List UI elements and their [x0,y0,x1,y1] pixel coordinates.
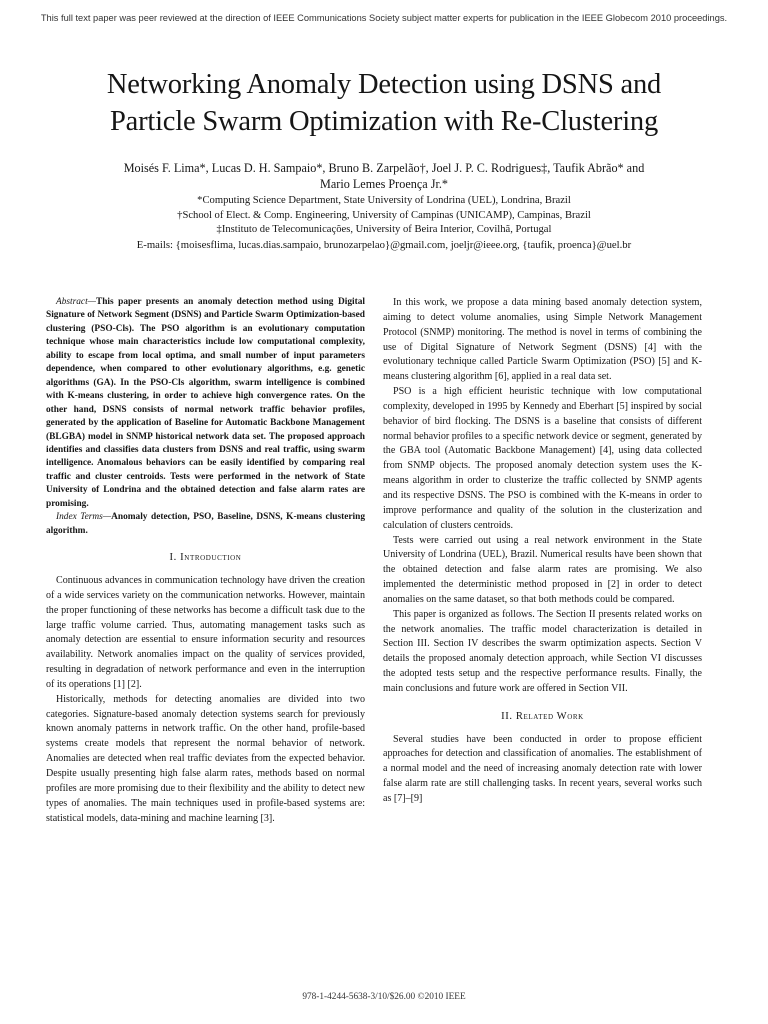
peer-review-note: This full text paper was peer reviewed at the direction of IEEE Communications Society subject matter experts for publication in the IEEE Globecom 2010 proceedings. [40,13,728,23]
right-paragraph-3: Tests were carried out using a real network environment in the State University of Londrina (UEL), Brazil. Numerical results have been shown that the obtained detection and false alarm rates are promising. We also implemented the deterministic method proposed in [2] in order to detect anomalies on the same dataset, so that both methods could be compared. [383,534,702,605]
section-heading-related-work: II. Related Work [501,710,584,722]
authors-line-2: Mario Lemes Proença Jr.* [320,177,448,191]
affiliation-ubi: ‡Instituto de Telecomunicações, University of Beira Interior, Covilhã, Portugal [216,224,552,236]
right-column [383,296,702,807]
title-line-2: Particle Swarm Optimization with Re-Clustering [109,106,659,137]
copyright-footer: 978-1-4244-5638-3/10/$26.00 ©2010 IEEE [302,992,466,1002]
abstract-label: Abstract— [56,297,96,307]
right-paragraph-2: PSO is a high efficient heuristic technique with low computational complexity, developed in 1995 by Kennedy and Eberhart [5] inspired by social behavior of bird flocking. The DSNS is a baseline that consists of different normal behavior profiles to a specific network device or segment, generated by the GBA tool (Automatic Backbone Management) [4], using data collected from SNMP objects. The proposed anomaly detection system uses the K-means algorithm in order to clusterize the traffic collected by SNMP agents and its respective DSNS. The PSO is combined with the K-means in order to improve performance and quality of the solution in the clusterization and calculation of clusters centroids. [383,386,702,531]
left-column [46,296,365,826]
affiliations [30,194,738,253]
abstract [46,296,365,538]
related-paragraph-1: Several studies have been conducted in order to propose efficient approaches for detection and classification of anomalies. The establishment of a normal model and the need of increasing anomaly detection rate with lower false alarm rate are still challenging tasks. In recent years, several works such as [7]–[9] [383,733,702,804]
title-line-1: Networking Anomaly Detection using DSNS and [106,69,662,100]
right-paragraph-1: In this work, we propose a data mining based anomaly detection system, aiming to detect volume anomalies, using Simple Network Management Protocol (SNMP) monitoring. The method is novel in terms of combining the use of Digital Signature of Network Segment (DSNS) [4] with the evolutionary technique called Particle Swarm Optimization (PSO) [5] and K-means clustering algorithm [6], applied in a real data set. [383,297,702,383]
paper-title [30,66,738,140]
author-list [30,160,738,192]
affiliation-uel: *Computing Science Department, State University of Londrina (UEL), Londrina, Brazil [197,195,571,206]
right-paragraph-4: This paper is organized as follows. The Section II presents related works on the network anomalies. The traffic model characterization is detailed in Section III. Section IV describes the swarm optimization aspects. Section V details the proposed anomaly detection approach, while Section VI discusses the adopted tests setup and the respective performance results. Finally, the main conclusions and future work are offered in Section VII. [383,608,702,694]
authors-line-1: Moisés F. Lima*, Lucas D. H. Sampaio*, Bruno B. Zarpelão†, Joel J. P. C. Rodrigues‡, Taufik Abrão* and [123,161,645,175]
intro-paragraph-2: Historically, methods for detecting anomalies are divided into two categories. Signature-based anomaly detection systems search for previously known anomaly patterns in network traffic. On the other hand, profile-based systems create models that represent the normal behavior of network. Anomalies are detected when real traffic deviates from the expected behavior. Despite usually presenting high false alarm rates, methods based on normal profiles are more promising due to their flexibility and the ability to detect new types of anomalies. The main techniques used in profile-based systems are: statistical models, data-mining and machine learning [3]. [46,693,365,824]
index-terms-text: Anomaly detection, PSO, Baseline, DSNS, K-means clustering algorithm. [46,512,365,536]
author-emails: E-mails: {moisesflima, lucas.dias.sampaio, brunozarpelao}@gmail.com, joeljr@ieee.org, {taufik, proenca}@uel.br [136,239,632,252]
abstract-text: This paper presents an anomaly detection method using Digital Signature of Network Segment (DSNS) and Particle Swarm Optimization-based clustering (PSO-Cls). The PSO algorithm is an evolutionary computation technique whose main characteristics include low computational complexity, ability to escape from local optima, and small number of input parameters dependence, when compared to other evolutionary algorithms, e.g. genetic algorithms (GA). In the PSO-Cls algorithm, swarm intelligence is combined with K-means clustering, in order to achieve high convergence rates. On the other hand, DSNS consists of normal network traffic behavior profiles, generated by the application of Baseline for Automatic Backbone Management (BLGBA) model in SNMP historical network data set. The proposed approach identifies and classifies data clusters from DSNS and real traffic, using swarm intelligence. Anomalous behaviors can be easily identified by comparing real traffic and cluster centroids. Tests were performed in the network of State University of Londrina and the obtained detection and false alarm rates are promising. [46,297,365,509]
affiliation-unicamp: †School of Elect. & Comp. Engineering, University of Campinas (UNICAMP), Campinas, Brazil [177,209,591,221]
index-terms-label: Index Terms— [56,512,112,523]
section-heading-introduction: I. Introduction [169,552,242,564]
intro-paragraph-1: Continuous advances in communication technology have driven the creation of a wide services variety on the communication networks. However, maintain the proper functioning of these networks has become a difficult task due to the large traffic volume carried. Thus, automating management tasks such as anomaly detection are essential to ensure information security and resources availability. Network anomalies impact on the quality of services provided, resulting in degradation of network performance and even in the interruption of its operations [1] [2]. [46,575,365,690]
